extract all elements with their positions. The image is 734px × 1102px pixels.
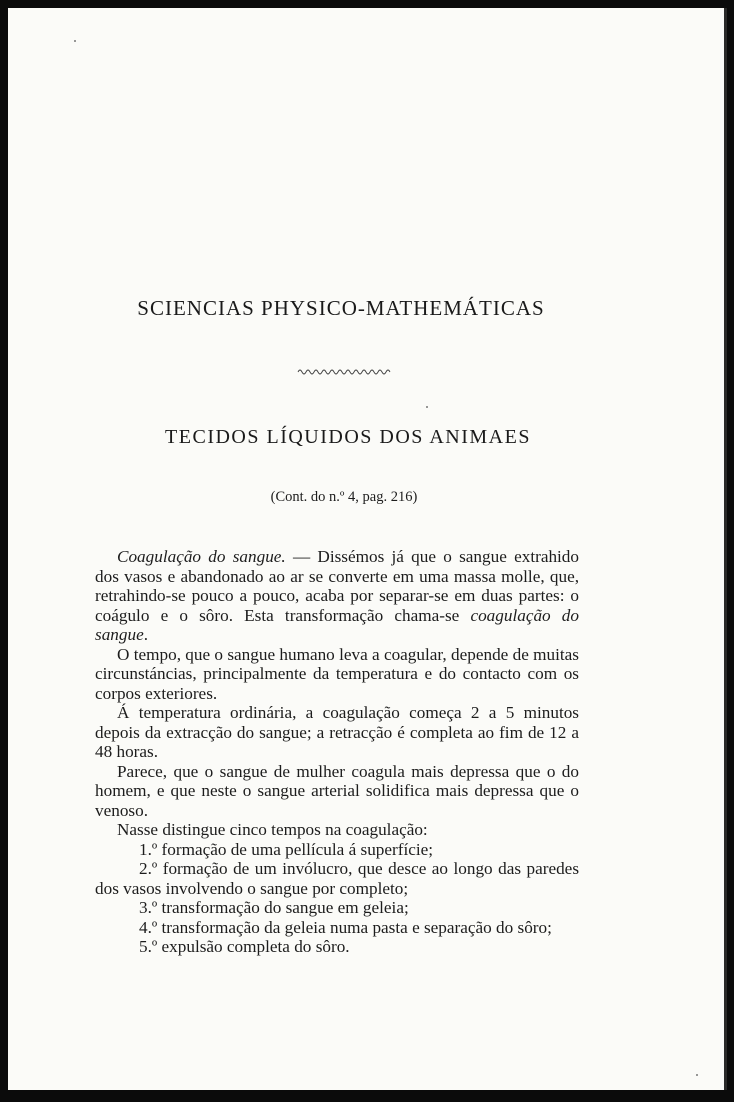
paragraph: Á temperatura ordinária, a coagulação começa 2 a 5 minutos depois da extracção do sangue; a retracção é completa ao fim de 12 a 48 horas. — [95, 703, 579, 761]
paper-speck — [696, 1074, 698, 1076]
emphasis-text: coagulação do sangue — [95, 605, 579, 644]
paragraph — [95, 547, 579, 645]
list-text: formação de um invólucro, que desce ao longo das paredes dos vasos involvendo o sangue por completo; — [95, 859, 580, 898]
list-text: transformação do sangue em geleia; — [161, 898, 409, 917]
em-dash: — — [285, 547, 318, 566]
list-number: 1.º — [139, 839, 158, 859]
continuation-note: (Cont. do n.º 4, pag. 216) — [270, 489, 418, 505]
list-item — [95, 898, 579, 918]
list-item — [95, 937, 579, 957]
paragraph-text: Dissémos já que o sangue extrahido dos vasos e abandonado ao ar se converte em uma massa molle, que, retrahindo-se pouco a pouco, acaba por separar-se em duas partes: o coágulo e o sôro. Esta transformação chama-se — [95, 547, 579, 625]
list-text: expulsão completa do sôro. — [161, 937, 350, 956]
paragraph-end: . — [143, 625, 148, 644]
paper-speck — [74, 40, 76, 42]
list-item — [95, 918, 579, 938]
paragraph-lead: Coagulação do sangue. — [117, 547, 286, 566]
list-text: formação de uma pellícula á superfície; — [161, 839, 434, 859]
article-body — [95, 547, 579, 957]
book-page — [8, 8, 727, 1090]
list-number: 5.º — [139, 937, 158, 956]
paragraph: Nasse distingue cinco tempos na coagulação: — [117, 820, 428, 839]
wavy-rule-ornament-icon — [296, 365, 392, 377]
paper-speck — [426, 406, 428, 408]
list-text: transformação da geleia numa pasta e separação do sôro; — [161, 917, 552, 937]
list-item — [95, 840, 579, 860]
paragraph: Parece, que o sangue de mulher coagula mais depressa que o do homem, e que neste o sangue arterial solidifica mais depressa que o venoso. — [95, 761, 579, 820]
paragraph: O tempo, que o sangue humano leva a coagular, depende de muitas circunstáncias, principalmente da temperatura e do contacto com os corpos exteriores. — [95, 644, 579, 703]
article-title: TECIDOS LÍQUIDOS DOS ANIMAES — [165, 426, 531, 448]
list-number: 3.º — [139, 898, 158, 917]
list-number: 2.º — [139, 859, 158, 878]
list-item — [95, 859, 579, 898]
section-heading: SCIENCIAS PHYSICO-MATHEMÁTICAS — [137, 296, 545, 320]
list-number: 4.º — [139, 917, 158, 937]
